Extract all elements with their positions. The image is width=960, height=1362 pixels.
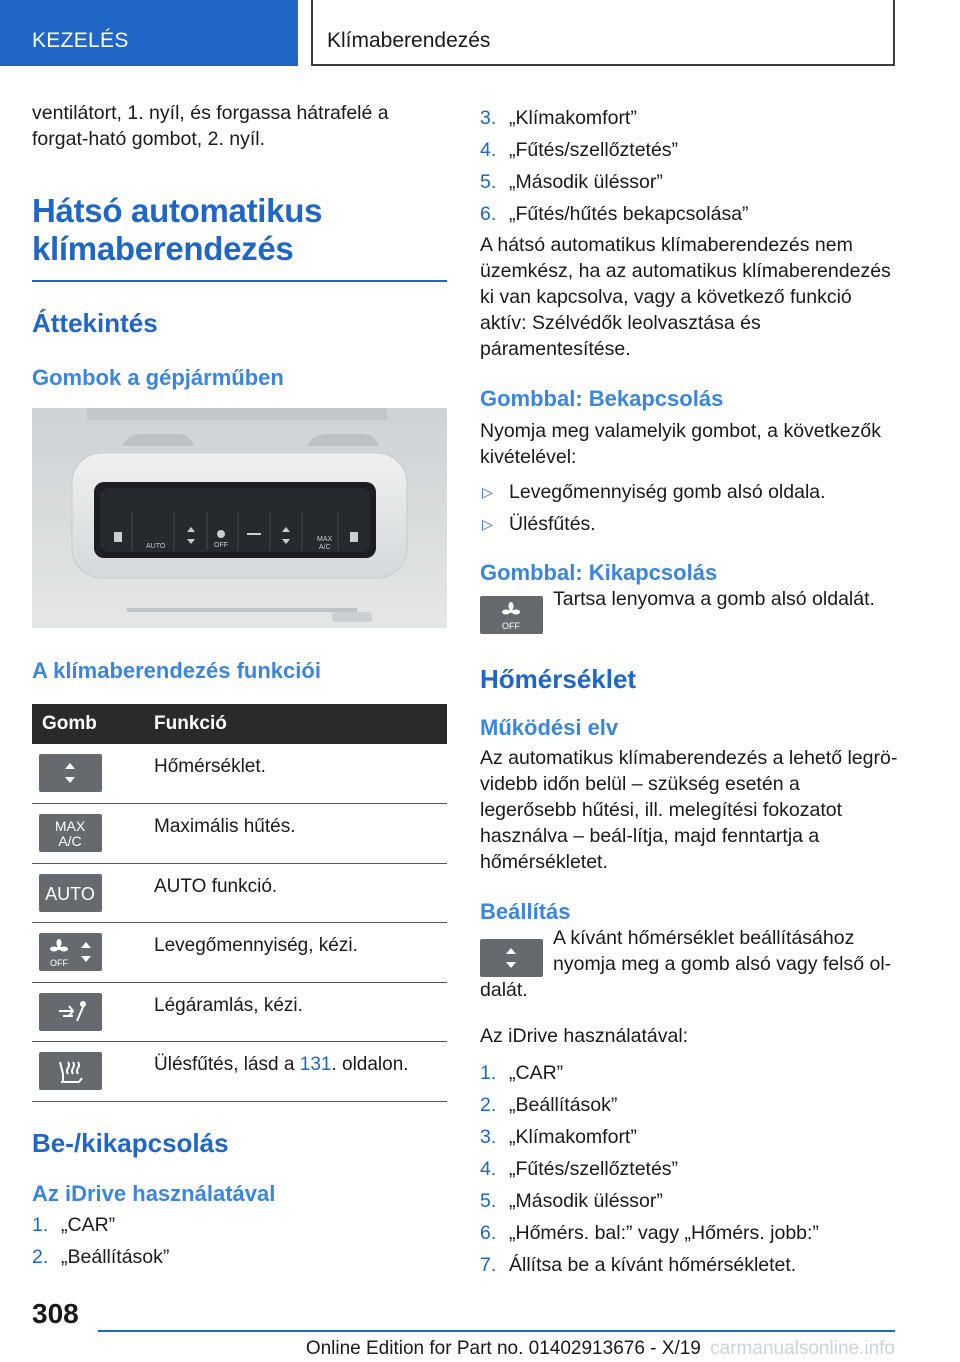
footer-edition bbox=[0, 1338, 895, 1360]
title-rule bbox=[32, 280, 447, 282]
control-panel-illustration bbox=[32, 408, 447, 628]
step-number: 3. bbox=[480, 1126, 497, 1148]
step-number: 2. bbox=[32, 1245, 49, 1268]
step-number: 2. bbox=[480, 1094, 497, 1116]
function-text-end: . oldalon. bbox=[331, 1054, 409, 1075]
step-text: „Hőmérs. bal:” vagy „Hőmérs. jobb:” bbox=[509, 1222, 819, 1244]
table-row bbox=[32, 923, 447, 983]
step-text: „Második üléssor” bbox=[509, 171, 663, 193]
availability-note: A hátsó automatikus klímaberendezés nem üzemkész, ha az automatikus klímaberendezés ki van kapcsolva, vagy a következő funkció aktív: Szélvédők leolvasztása és páramentesítése. bbox=[480, 234, 891, 360]
temperature-heading: Hőmérséklet bbox=[480, 664, 637, 694]
edition-text: Online Edition for Part no. 01402913676 - X/19 bbox=[305, 1338, 701, 1359]
watermark: carmanualsonline.info bbox=[710, 1338, 895, 1359]
step-number: 6. bbox=[480, 203, 497, 225]
setting-text-line3: dalát. bbox=[480, 979, 528, 1001]
step-number: 5. bbox=[480, 1190, 497, 1212]
fan-off-icon-text: OFF bbox=[50, 958, 68, 968]
main-title bbox=[32, 192, 447, 268]
list-item bbox=[480, 102, 900, 134]
on-text: Nyomja meg valamelyik gombot, a következők kivételével: bbox=[480, 420, 881, 468]
off-heading: Gombbal: Kikapcsolás bbox=[480, 560, 718, 585]
step-number: 3. bbox=[480, 107, 497, 129]
list-item bbox=[480, 1121, 900, 1153]
exceptions-list bbox=[480, 476, 900, 540]
step-number: 7. bbox=[480, 1254, 497, 1276]
section-tab: KEZELÉS bbox=[0, 0, 298, 66]
setting-text-line2: nyomja meg a gomb alsó vagy felső ol‐ bbox=[553, 953, 892, 975]
list-item bbox=[480, 1153, 900, 1185]
buttons-heading: Gombok a gépjárműben bbox=[32, 365, 284, 390]
intro-text: ventilátort, 1. nyíl, és forgassa hátrafelé a forgat‐ható gombot, 2. nyíl. bbox=[32, 102, 389, 150]
photo-off-label: OFF bbox=[214, 542, 228, 549]
auto-icon bbox=[39, 874, 102, 912]
step-text: „Fűtés/szellőztetés” bbox=[509, 139, 679, 161]
steps-continued-list bbox=[480, 102, 900, 230]
fan-off-icon bbox=[480, 596, 543, 634]
table-row bbox=[32, 1042, 447, 1102]
step-text: „Klímakomfort” bbox=[509, 1126, 637, 1148]
page-link-131[interactable]: 131 bbox=[299, 1054, 332, 1075]
temperature-up-down-icon bbox=[39, 754, 102, 792]
table-header-row bbox=[32, 704, 447, 744]
seat-heating-icon bbox=[39, 1052, 102, 1090]
off-text: Tartsa lenyomva a gomb alsó oldalát. bbox=[553, 588, 875, 610]
page-number: 308 bbox=[32, 1298, 79, 1329]
step-text: „Beállítások” bbox=[509, 1094, 618, 1116]
chapter-title: Klímaberendezés bbox=[311, 0, 895, 66]
list-item bbox=[480, 1089, 900, 1121]
function-cell: Légáramlás, kézi. bbox=[154, 982, 447, 1042]
table-row bbox=[32, 804, 447, 864]
step-number: 4. bbox=[480, 1158, 497, 1180]
temperature-steps-list bbox=[480, 1057, 900, 1281]
function-cell: Hőmérséklet. bbox=[154, 744, 447, 804]
arrow-right-icon: ▷ bbox=[482, 516, 493, 532]
max-ac-icon-line2: A/C bbox=[58, 833, 82, 849]
control-panel-photo bbox=[32, 408, 447, 628]
photo-max-label: MAX bbox=[317, 536, 333, 543]
auto-icon-text: AUTO bbox=[45, 883, 95, 904]
off-row bbox=[480, 588, 900, 642]
off-icon-text: OFF bbox=[502, 621, 520, 631]
step-text: „Beállítások” bbox=[61, 1245, 170, 1268]
step-number: 5. bbox=[480, 171, 497, 193]
step-text: „Fűtés/szellőztetés” bbox=[509, 1158, 679, 1180]
step-number: 6. bbox=[480, 1222, 497, 1244]
functions-table bbox=[32, 704, 447, 1102]
onoff-heading: Be-/kikapcsolás bbox=[32, 1127, 229, 1158]
photo-auto-label: AUTO bbox=[146, 543, 166, 550]
overview-heading: Áttekintés bbox=[32, 308, 158, 338]
list-item bbox=[480, 1057, 900, 1089]
step-text: „Fűtés/hűtés bekapcsolása” bbox=[509, 203, 749, 225]
function-cell: Maximális hűtés. bbox=[154, 804, 447, 864]
airflow-icon bbox=[39, 993, 102, 1031]
principle-heading: Működési elv bbox=[480, 715, 619, 740]
photo-ac-label: A/C bbox=[319, 544, 331, 551]
list-item bbox=[480, 1185, 900, 1217]
function-cell: Levegőmennyiség, kézi. bbox=[154, 923, 447, 983]
setting-heading: Beállítás bbox=[480, 899, 571, 924]
list-item bbox=[480, 1217, 900, 1249]
step-text: „Klímakomfort” bbox=[509, 107, 637, 129]
function-text: Ülésfűtés, lásd a bbox=[154, 1054, 300, 1075]
temperature-up-down-icon bbox=[480, 939, 543, 977]
functions-heading: A klímaberendezés funkciói bbox=[32, 658, 321, 683]
setting-text-line1: A kívánt hőmérséklet beállításához bbox=[553, 927, 855, 949]
max-ac-icon-line1: MAX bbox=[54, 818, 86, 834]
idrive-steps-list bbox=[32, 1209, 447, 1273]
step-text: „Második üléssor” bbox=[509, 1190, 663, 1212]
list-item bbox=[32, 1209, 447, 1241]
table-row bbox=[32, 982, 447, 1042]
step-text: Állítsa be a kívánt hőmérsékletet. bbox=[509, 1254, 797, 1276]
list-item bbox=[480, 508, 900, 540]
exception-text: Levegőmennyiség gomb alsó oldala. bbox=[509, 481, 826, 503]
function-cell bbox=[154, 1042, 447, 1102]
fan-off-updown-icon bbox=[39, 933, 102, 971]
main-title-line2: klímaberendezés bbox=[32, 230, 294, 267]
step-number: 1. bbox=[32, 1213, 49, 1236]
left-column bbox=[32, 100, 447, 1273]
principle-text: Az automatikus klímaberendezés a lehető legrö‐videbb időn belül – szükség esetén a legerősebb hűtési, ill. melegítési fokozatot használva – beál‐lítja, majd fenntartja a hőmérsékletet. bbox=[480, 747, 898, 873]
list-item bbox=[480, 166, 900, 198]
main-title-line1: Hátsó automatikus bbox=[32, 192, 323, 229]
table-row bbox=[32, 744, 447, 804]
step-number: 1. bbox=[480, 1062, 497, 1084]
step-text: „CAR” bbox=[61, 1213, 116, 1236]
step-text: „CAR” bbox=[509, 1062, 564, 1084]
list-item bbox=[32, 1241, 447, 1273]
list-item bbox=[480, 476, 900, 508]
col-header-function: Funkció bbox=[154, 704, 447, 744]
on-heading: Gombbal: Bekapcsolás bbox=[480, 386, 724, 411]
list-item bbox=[480, 134, 900, 166]
footer-rule bbox=[98, 1330, 895, 1332]
right-column bbox=[480, 102, 900, 1281]
list-item bbox=[480, 1249, 900, 1281]
exception-text: Ülésfűtés. bbox=[509, 513, 596, 535]
page-header bbox=[0, 0, 960, 66]
idrive-label: Az iDrive használatával: bbox=[480, 1025, 689, 1047]
setting-row bbox=[480, 927, 900, 1009]
col-header-button: Gomb bbox=[32, 704, 154, 744]
idrive-heading: Az iDrive használatával bbox=[32, 1180, 276, 1206]
arrow-right-icon: ▷ bbox=[482, 484, 493, 500]
list-item bbox=[480, 198, 900, 230]
max-ac-icon bbox=[39, 814, 102, 852]
function-cell: AUTO funkció. bbox=[154, 863, 447, 923]
step-number: 4. bbox=[480, 139, 497, 161]
table-row bbox=[32, 863, 447, 923]
